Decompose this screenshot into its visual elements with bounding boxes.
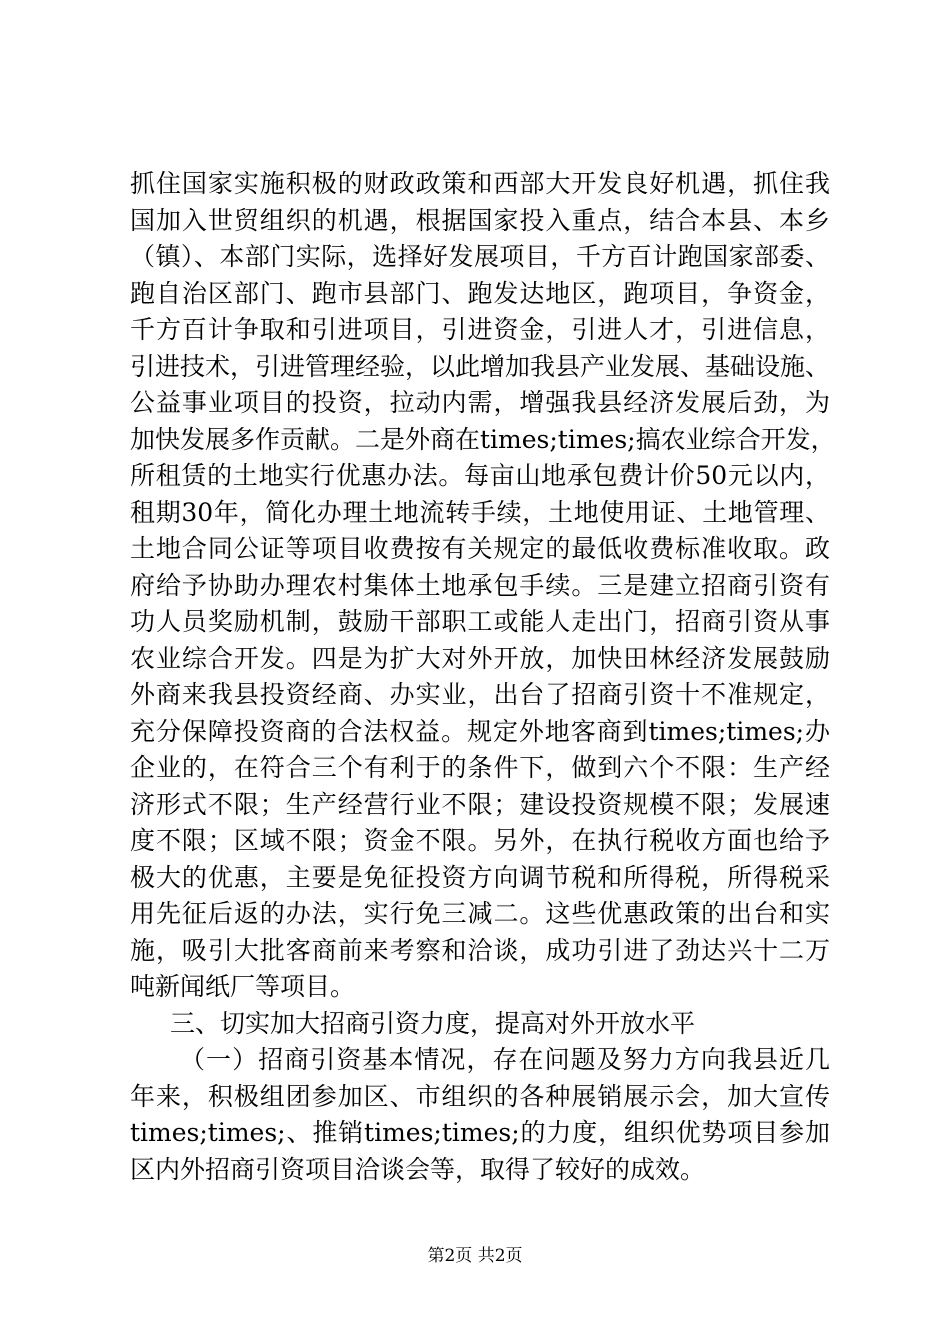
- paragraph-line: times;times;、推销times;times;的力度，组织优势项目参加: [130, 1118, 830, 1147]
- body-line: 吨新闻纸厂等项目。: [130, 972, 356, 1001]
- body-line: 国加入世贸组织的机遇，根据国家投入重点，结合本县、本乡: [130, 205, 830, 235]
- paragraph-line: 区内外招商引资项目洽谈会等，取得了较好的成效。: [130, 1154, 706, 1184]
- body-line: 土地合同公证等项目收费按有关规定的最低收费标准收取。政: [130, 534, 830, 563]
- body-line: 充分保障投资商的合法权益。规定外地客商到times;times;办: [130, 716, 830, 746]
- body-line: 农业综合开发。四是为扩大对外开放，加快田林经济发展鼓励: [130, 643, 830, 673]
- body-line: 千方百计争取和引进项目，引进资金，引进人才，引进信息，: [130, 315, 830, 344]
- body-line: 抓住国家实施积极的财政政策和西部大开发良好机遇，抓住我: [130, 169, 830, 198]
- paragraph-line: （一）招商引资基本情况，存在问题及努力方向我县近几: [180, 1045, 830, 1074]
- section-heading: 三、切实加大招商引资力度，提高对外开放水平: [170, 1008, 696, 1038]
- body-line: 跑自治区部门、跑市县部门、跑发达地区，跑项目，争资金，: [130, 278, 830, 308]
- body-line: 济形式不限；生产经营行业不限；建设投资规模不限；发展速: [130, 789, 830, 819]
- body-line: 极大的优惠，主要是免征投资方向调节税和所得税，所得税采: [130, 862, 830, 892]
- body-line: 功人员奖励机制，鼓励干部职工或能人走出门，招商引资从事: [130, 607, 830, 636]
- body-line: 所租赁的土地实行优惠办法。每亩山地承包费计价50元以内，: [130, 461, 830, 490]
- body-line: （镇）、本部门实际，选择好发展项目，千方百计跑国家部委、: [130, 242, 830, 271]
- paragraph-line: 年来，积极组团参加区、市组织的各种展销展示会，加大宣传: [130, 1081, 830, 1111]
- body-line: 引进技术，引进管理经验，以此增加我县产业发展、基础设施、: [130, 351, 831, 381]
- body-line: 加快发展多作贡献。二是外商在times;times;搞农业综合开发，: [130, 424, 836, 454]
- body-line: 用先征后返的办法，实行免三减二。这些优惠政策的出台和实: [130, 899, 830, 928]
- page-number-footer: 第2页 共2页: [427, 1246, 523, 1266]
- body-line: 企业的，在符合三个有利于的条件下，做到六个不限：生产经: [130, 753, 830, 782]
- body-line: 度不限；区域不限；资金不限。另外，在执行税收方面也给予: [130, 826, 830, 855]
- body-line: 府给予协助办理农村集体土地承包手续。三是建立招商引资有: [130, 570, 830, 600]
- body-line: 外商来我县投资经商、办实业，出台了招商引资十不准规定，: [130, 680, 830, 709]
- body-line: 施，吸引大批客商前来考察和洽谈，成功引进了劲达兴十二万: [130, 935, 830, 965]
- body-line: 租期30年，简化办理土地流转手续，土地使用证、土地管理、: [130, 497, 830, 527]
- body-line: 公益事业项目的投资，拉动内需，增强我县经济发展后劲，为: [130, 388, 830, 417]
- body-text: [130, 166, 836, 1188]
